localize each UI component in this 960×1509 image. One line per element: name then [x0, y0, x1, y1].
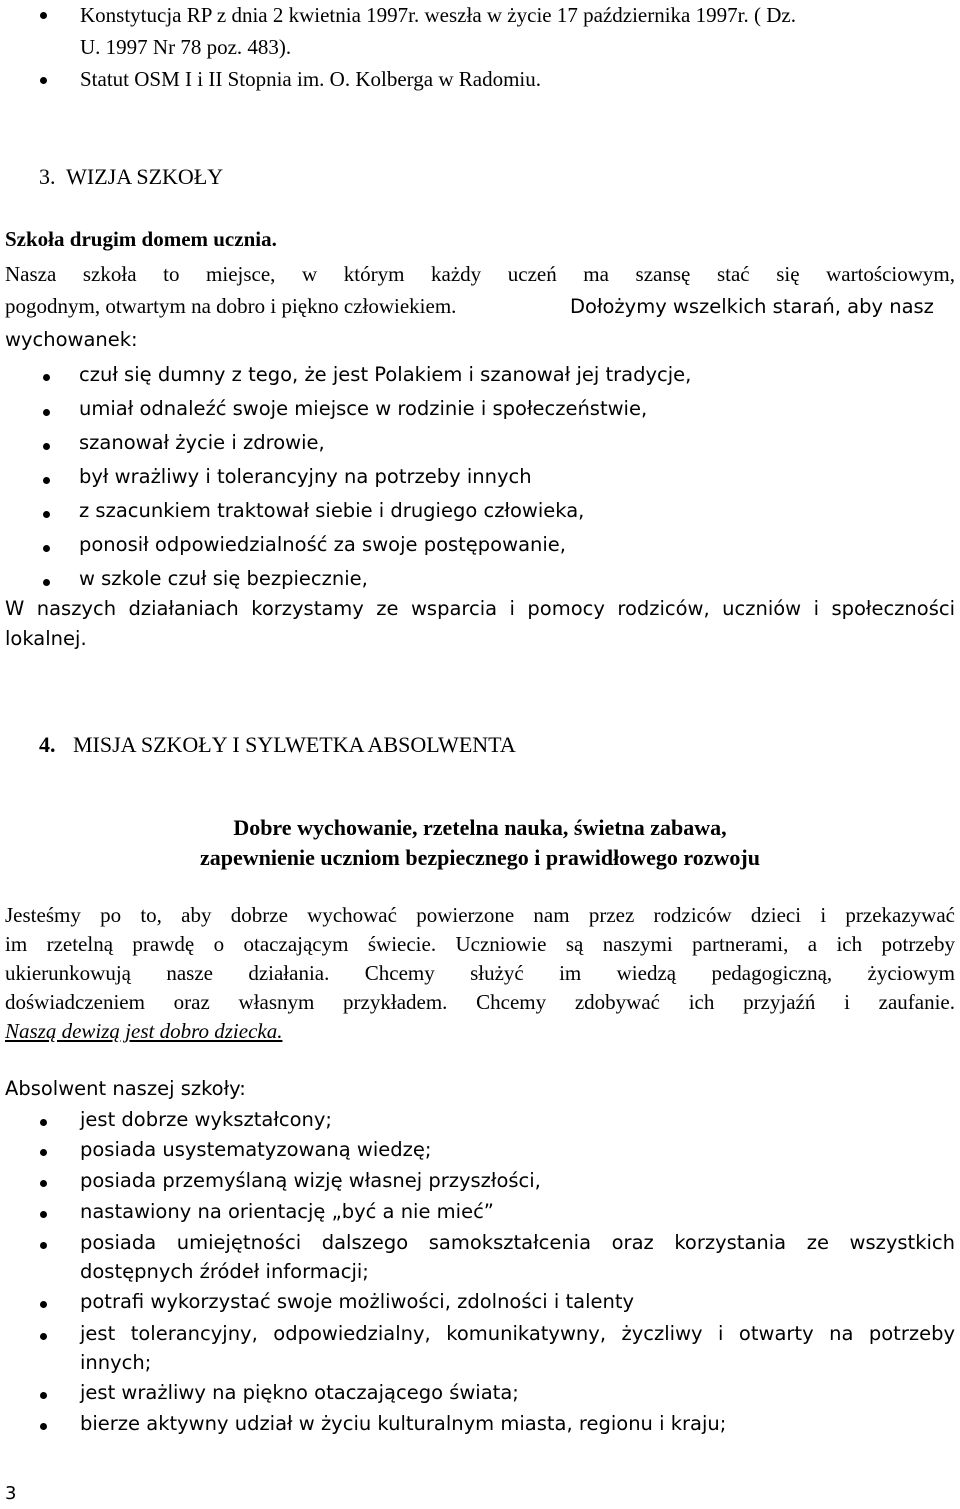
motto: Naszą dewizą jest dobro dziecka. [5, 1019, 283, 1043]
bullet [43, 409, 50, 416]
section-heading [39, 734, 516, 756]
page-number: 3 [5, 1483, 17, 1504]
source-item: Statut OSM I i II Stopnia im. O. Kolberga w Radomiu. [80, 67, 542, 91]
paragraph-line [5, 296, 456, 317]
bullet [40, 1333, 47, 1340]
bullet [40, 1392, 47, 1399]
paragraph-line: ukierunkowują nasze działania. Chcemy służyć im wiedzą pedagogiczną, życiowym [5, 961, 955, 985]
graduate-label: Absolwent naszej szkoły: [5, 1077, 246, 1100]
bullet [40, 1149, 47, 1156]
list-item: z szacunkiem traktował siebie i drugiego człowieka, [79, 499, 585, 522]
list-item: umiał odnaleźć swoje miejsce w rodzinie i społeczeństwie, [79, 397, 648, 420]
list-item: potrafi wykorzystać swoje możliwości, zdolności i talenty [80, 1290, 635, 1313]
paragraph-text-sans: Dołożymy wszelkich starań, aby nasz [570, 295, 934, 318]
bullet [40, 1119, 47, 1126]
bullet [40, 12, 47, 19]
section-title: MISJA SZKOŁY I SYLWETKA ABSOLWENTA [73, 732, 516, 757]
list-item: posiada usystematyzowaną wiedzę; [80, 1138, 432, 1161]
list-item: czuł się dumny z tego, że jest Polakiem i szanował jej tradycje, [79, 363, 692, 386]
list-item: posiada przemyślaną wizję własnej przyszłości, [80, 1169, 541, 1192]
list-item: ponosił odpowiedzialność za swoje postępowanie, [79, 533, 566, 556]
list-item-cont: dostępnych źródeł informacji; [80, 1260, 369, 1283]
bullet [43, 511, 50, 518]
bullet [40, 1211, 47, 1218]
list-item: szanował życie i zdrowie, [79, 431, 325, 454]
source-item: Konstytucja RP z dnia 2 kwietnia 1997r. weszła w życie 17 października 1997r. ( Dz. [80, 3, 796, 27]
mission-line: Dobre wychowanie, rzetelna nauka, świetna zabawa, [233, 815, 727, 840]
list-item-cont: innych; [80, 1351, 152, 1374]
bullet [43, 579, 50, 586]
paragraph-line: lokalnej. [5, 627, 87, 650]
paragraph-line: W naszych działaniach korzystamy ze wsparcia i pomocy rodziców, uczniów i społeczności [5, 597, 955, 620]
bullet [40, 1242, 47, 1249]
bullet [40, 1180, 47, 1187]
list-item: nastawiony na orientację „być a nie mieć” [80, 1200, 494, 1223]
mission-line: zapewnienie uczniom bezpiecznego i prawidłowego rozwoju [200, 845, 760, 870]
paragraph-text-sans: wychowanek: [5, 328, 138, 351]
bullet [40, 1423, 47, 1430]
list-item: w szkole czuł się bezpiecznie, [79, 567, 368, 590]
section-number: 4. [39, 732, 56, 757]
list-item: bierze aktywny udział w życiu kulturalnym miasta, regionu i kraju; [80, 1412, 727, 1435]
bullet [40, 1301, 47, 1308]
list-item: jest tolerancyjny, odpowiedzialny, komunikatywny, życzliwy i otwarty na potrzeby [80, 1322, 955, 1345]
list-item: jest wrażliwy na piękno otaczającego świata; [80, 1381, 519, 1404]
list-item: jest dobrze wykształcony; [80, 1108, 332, 1131]
paragraph-line: Jesteśmy po to, aby dobrze wychować powierzone nam przez rodziców dzieci i przekazywać [5, 903, 955, 927]
section-heading: 3. WIZJA SZKOŁY [39, 164, 224, 189]
source-item-cont: U. 1997 Nr 78 poz. 483). [80, 35, 292, 59]
paragraph-line: im rzetelną prawdę o otaczającym świecie. Uczniowie są naszymi partnerami, a ich potrzeby [5, 932, 955, 956]
paragraph-text: pogodnym, otwartym na dobro i piękno człowiekiem. [5, 294, 457, 318]
bullet [43, 545, 50, 552]
bullet [40, 77, 47, 84]
list-item: posiada umiejętności dalszego samokształcenia oraz korzystania ze wszystkich [80, 1231, 955, 1254]
paragraph-line: doświadczeniem oraz własnym przykładem. Chcemy zdobywać ich przyjaźń i zaufanie. [5, 990, 955, 1014]
paragraph-line: Nasza szkoła to miejsce, w którym każdy uczeń ma szansę stać się wartościowym, [5, 262, 955, 286]
bullet [43, 477, 50, 484]
bullet [43, 374, 50, 381]
bullet [43, 443, 50, 450]
section-motto: Szkoła drugim domem ucznia. [5, 227, 277, 251]
list-item: był wrażliwy i tolerancyjny na potrzeby innych [79, 465, 532, 488]
